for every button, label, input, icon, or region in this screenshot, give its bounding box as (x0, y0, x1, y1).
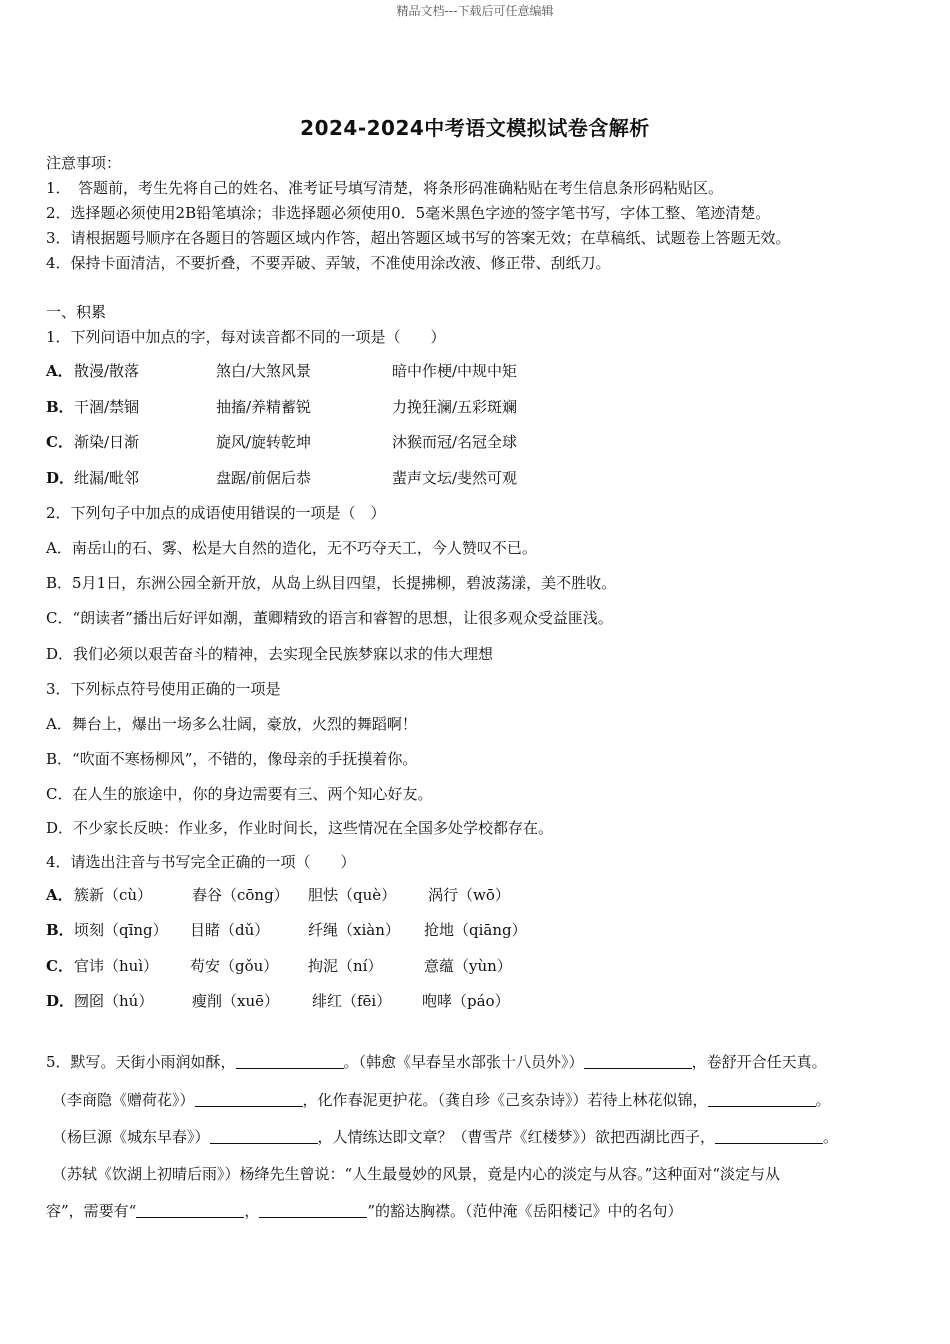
q5-text: ，卷舒开合任天真。 (691, 1053, 827, 1071)
q5-text: ”的豁达胸襟。（范仲淹《岳阳楼记》中的名句） (367, 1202, 683, 1220)
q4-option-item: 绯红（fēi） (312, 992, 392, 1010)
notice-item: 3．请根据题号顺序在各题目的答题区域内作答，超出答题区域书写的答案无效；在草稿纸、试题卷上答题无效。 (46, 229, 791, 247)
q5-line (52, 1126, 838, 1147)
question-3-stem: 3．下列标点符号使用正确的一项是 (46, 680, 281, 698)
q5-text: 5．默写。天街小雨润如酥， (46, 1053, 236, 1071)
q3-option: A．舞台上，爆出一场多么壮阔，豪放，火烈的舞蹈啊！ (46, 715, 417, 733)
header-note: 精品文档---下载后可任意编辑 (396, 4, 554, 18)
q4-option-item: 胆怯（què） (308, 886, 397, 904)
q5-line: （苏轼《饮湖上初晴后雨》）杨绛先生曾说：“人生最曼妙的风景，竟是内心的淡定与从容。”这种面对“淡定与从 (52, 1165, 781, 1183)
q5-text: 。 (815, 1091, 831, 1109)
q1-option-pair: 暗中作梗/中规中矩 (392, 362, 518, 380)
q1-option-pair: 渐染/日渐 (74, 433, 140, 451)
q5-line (46, 1200, 683, 1221)
question-1-stem: 1．下列问语中加点的字，每对读音都不同的一项是（ ） (46, 328, 446, 346)
q1-option-pair: 散漫/散落 (74, 362, 140, 380)
answer-blank[interactable] (708, 1091, 816, 1107)
answer-blank[interactable] (236, 1053, 344, 1069)
q2-option: A．南岳山的石、雾、松是大自然的造化，无不巧夺天工，今人赞叹不已。 (46, 539, 537, 557)
q5-text: ， (244, 1202, 260, 1220)
q1-option-pair: 旋风/旋转乾坤 (216, 433, 312, 451)
q4-option-item: 瘦削（xuē） (192, 992, 279, 1010)
notice-item: 2．选择题必须使用2B铅笔填涂；非选择题必须使用0．5毫米黑色字迹的签字笔书写，字体工整、笔迹清楚。 (46, 204, 771, 222)
notice-item: 4．保持卡面清洁，不要折叠，不要弄破、弄皱，不准使用涂改液、修正带、刮纸刀。 (46, 254, 611, 272)
answer-blank[interactable] (584, 1053, 692, 1069)
q1-option-pair: 抽搐/养精蓄锐 (216, 398, 312, 416)
q1-option-label: D． (46, 469, 75, 487)
answer-blank[interactable] (210, 1128, 318, 1144)
q4-option-item: 顷刻（qīng） (74, 921, 168, 939)
q5-line (46, 1051, 827, 1072)
answer-blank[interactable] (136, 1202, 244, 1218)
q5-text: 。（韩愈《早春呈水部张十八员外》） (343, 1053, 584, 1071)
q4-option-item: 纤绳（xiàn） (308, 921, 400, 939)
q4-option-item: 涡行（wō） (428, 886, 510, 904)
q4-option-item: 苟安（gǒu） (190, 957, 279, 975)
q4-option-item: 官讳（huì） (74, 957, 159, 975)
answer-blank[interactable] (259, 1202, 367, 1218)
q4-option-label: A． (46, 886, 73, 904)
answer-blank[interactable] (195, 1091, 303, 1107)
q1-option-label: C． (46, 433, 73, 451)
notice-item: 1． 答题前，考生先将自己的姓名、准考证号填写清楚，将条形码准确粘贴在考生信息条形码粘贴区。 (46, 179, 724, 197)
q1-option-pair: 煞白/大煞风景 (216, 362, 312, 380)
q4-option-label: B． (46, 921, 74, 939)
q3-option: D．不少家长反映：作业多，作业时间长，这些情况在全国多处学校都存在。 (46, 819, 554, 837)
q4-option-item: 目睹（dǔ） (190, 921, 270, 939)
q3-option: B．“吹面不寒杨柳风”，不错的，像母亲的手抚摸着你。 (46, 750, 418, 768)
q1-option-label: A． (46, 362, 73, 380)
answer-blank[interactable] (715, 1128, 823, 1144)
page-title: 2024-2024中考语文模拟试卷含解析 (300, 116, 650, 140)
q1-option-pair: 干涸/禁锢 (74, 398, 140, 416)
q1-option-pair: 力挽狂澜/五彩斑斓 (392, 398, 518, 416)
q1-option-pair: 盘踞/前倨后恭 (216, 469, 312, 487)
q5-text: ，化作春泥更护花。（龚自珍《己亥杂诗》）若待上林花似锦， (302, 1091, 708, 1109)
q4-option-item: 咆哮（páo） (422, 992, 510, 1010)
q5-text: 。 (823, 1128, 839, 1146)
q5-text: ，人情练达即文章？（曹雪芹《红楼梦》）欲把西湖比西子， (317, 1128, 716, 1146)
q4-option-item: 囫囵（hú） (74, 992, 154, 1010)
q5-text: 容”，需要有“ (46, 1202, 137, 1220)
q2-option: B．5月1日，东洲公园全新开放，从岛上纵目四望，长提拂柳，碧波荡漾，美不胜收。 (46, 574, 617, 592)
question-2-stem: 2．下列句子中加点的成语使用错误的一项是（ ） (46, 504, 386, 522)
q2-option: C．“朗读者”播出后好评如潮，董卿精致的语言和睿智的思想，让很多观众受益匪浅。 (46, 609, 613, 627)
q4-option-label: C． (46, 957, 73, 975)
q1-option-pair: 蜚声文坛/斐然可观 (392, 469, 518, 487)
section-heading: 一、积累 (46, 303, 107, 321)
q4-option-item: 拘泥（ní） (308, 957, 383, 975)
q4-option-item: 意蕴（yùn） (424, 957, 512, 975)
q4-option-item: 簇新（cù） (74, 886, 153, 904)
q1-option-label: B． (46, 398, 74, 416)
notice-heading: 注意事项： (46, 154, 122, 172)
question-4-stem: 4．请选出注音与书写完全正确的一项（ ） (46, 853, 356, 871)
q3-option: C．在人生的旅途中，你的身边需要有三、两个知心好友。 (46, 785, 433, 803)
q5-line (52, 1089, 831, 1110)
q4-option-item: 舂谷（cōng） (192, 886, 289, 904)
q4-option-label: D． (46, 992, 75, 1010)
q1-option-pair: 沐猴而冠/名冠全球 (392, 433, 518, 451)
q4-option-item: 抢地（qiāng） (424, 921, 527, 939)
q5-text: （李商隐《赠荷花》） (52, 1091, 195, 1109)
q2-option: D．我们必须以艰苦奋斗的精神，去实现全民族梦寐以求的伟大理想 (46, 645, 494, 663)
q1-option-pair: 纰漏/毗邻 (74, 469, 140, 487)
q5-text: （杨巨源《城东早春》） (52, 1128, 210, 1146)
